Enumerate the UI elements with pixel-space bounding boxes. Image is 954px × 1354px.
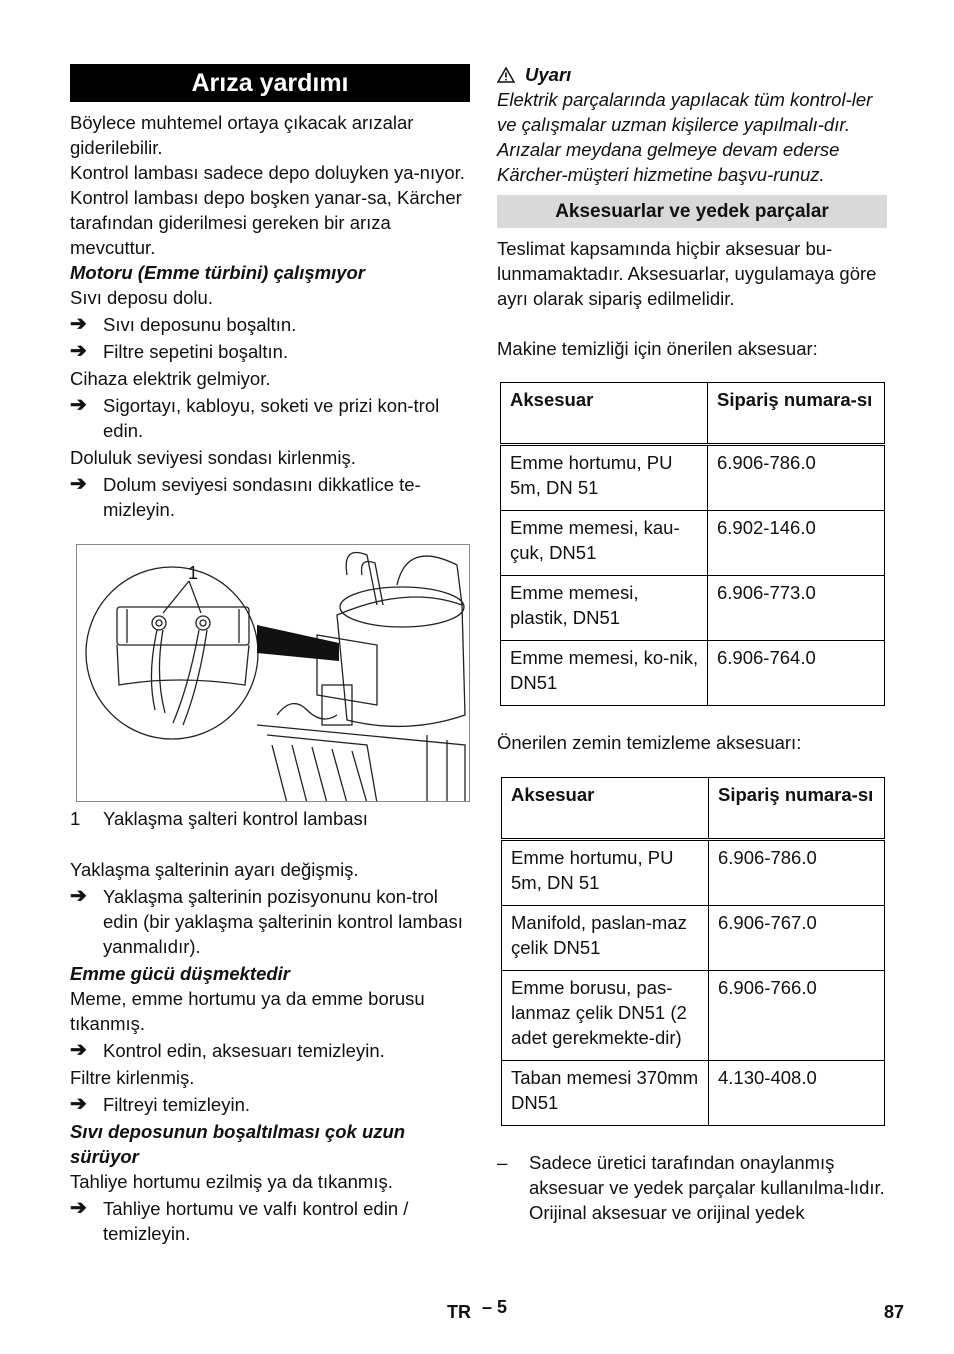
table-cell: 6.906-786.0 (709, 840, 885, 906)
table-cell: 4.130-408.0 (709, 1061, 885, 1126)
table-cell: 6.906-773.0 (708, 576, 885, 641)
step-check-fuse: ➔ Sigortayı, kabloyu, soketi ve prizi kon-trol edin. (70, 394, 440, 441)
step-check-hose: ➔ Tahliye hortumu ve valfı kontrol edin / temizleyin. (70, 1197, 409, 1244)
table-header-row (502, 778, 885, 840)
dash-bullet: – (497, 1152, 508, 1173)
step-clean-filter: ➔ Filtreyi temizleyin. (70, 1093, 250, 1115)
table-header-cell: Sipariş numara-sı (709, 778, 885, 840)
figure-caption: 1 Yaklaşma şalteri kontrol lambası (70, 808, 368, 829)
right-column (497, 62, 887, 1225)
floor-accessories-table (501, 777, 885, 1126)
cause-switch-adjusted: Yaklaşma şalterinin ayarı değişmiş. (70, 859, 359, 880)
step-check-switch: ➔ Yaklaşma şalterinin pozisyonunu kon-trol edin (bir yaklaşma şalterinin kontrol lambası yanmalıdır). (70, 885, 463, 957)
cause-clogged: Meme, emme hortumu ya da emme borusu tıkanmış. (70, 988, 425, 1034)
table-row (502, 906, 885, 971)
table-row (501, 511, 885, 576)
table-row (501, 641, 885, 706)
cause-probe-dirty: Doluluk seviyesi sondası kirlenmiş. (70, 447, 356, 468)
table-cell: Emme memesi, kau-çuk, DN51 (501, 511, 708, 576)
step-empty-filter-basket: ➔ Filtre sepetini boşaltın. (70, 340, 289, 362)
machine-cleaning-label: Makine temizliği için önerilen aksesuar: (497, 338, 818, 359)
device-illustration (76, 544, 470, 802)
left-column (70, 64, 470, 1248)
arrow-icon: ➔ (70, 313, 87, 335)
section-page-label: – 5 (482, 1297, 508, 1317)
arrow-icon: ➔ (70, 340, 87, 362)
table-cell: Manifold, paslan-maz çelik DN51 (502, 906, 709, 971)
cause-tank-full: Sıvı deposu dolu. (70, 287, 213, 308)
arrow-icon: ➔ (70, 473, 87, 495)
warning-heading: Uyarı (497, 62, 887, 87)
table-row (501, 445, 885, 511)
warning-triangle-icon (497, 67, 515, 83)
table-header-cell: Aksesuar (501, 383, 708, 445)
arrow-icon: ➔ (70, 1197, 87, 1219)
floor-cleaning-label: Önerilen zemin temizleme aksesuarı: (497, 732, 802, 753)
table-cell: 6.906-764.0 (708, 641, 885, 706)
heading-drain-slow: Sıvı deposunun boşaltılması çok uzun sürüyor (70, 1121, 406, 1167)
cause-filter-dirty: Filtre kirlenmiş. (70, 1067, 195, 1088)
table-row (501, 576, 885, 641)
arrow-icon: ➔ (70, 394, 87, 416)
step-clean-accessory: ➔ Kontrol edin, aksesuarı temizleyin. (70, 1039, 385, 1061)
page-number: 87 (884, 1302, 905, 1322)
table-cell: Emme borusu, pas-lanmaz çelik DN51 (2 adet gerekmekte-dir) (502, 971, 709, 1061)
page-footer (0, 1298, 954, 1322)
table-cell: 6.906-786.0 (708, 445, 885, 511)
table-row (502, 840, 885, 906)
cause-no-power: Cihaza elektrik gelmiyor. (70, 368, 271, 389)
proximity-switch-illustration (77, 545, 470, 802)
table-row (502, 971, 885, 1061)
heading-suction-drop: Emme gücü düşmektedir (70, 963, 291, 984)
table-cell: 6.906-767.0 (709, 906, 885, 971)
figure-callout-1: 1 (188, 563, 199, 583)
language-code: TR (447, 1302, 471, 1322)
machine-accessories-table (500, 382, 885, 706)
table-cell: 6.902-146.0 (708, 511, 885, 576)
table-cell: 6.906-766.0 (709, 971, 885, 1061)
table-header-cell: Aksesuar (502, 778, 709, 840)
table-header-row (501, 383, 885, 445)
table-cell: Taban memesi 370mm DN51 (502, 1061, 709, 1126)
step-empty-tank: ➔ Sıvı deposunu boşaltın. (70, 313, 297, 335)
table-cell: Emme hortumu, PU 5m, DN 51 (501, 445, 708, 511)
arrow-icon: ➔ (70, 885, 87, 907)
section-title-accessories: Aksesuarlar ve yedek parçalar (497, 195, 887, 228)
step-clean-probe: ➔ Dolum seviyesi sondasını dikkatlice te-mizleyin. (70, 473, 421, 520)
intro-text-2: Kontrol lambası sadece depo doluyken ya-nıyor. Kontrol lambası depo boşken yanar-sa, Kärcher tarafından giderilmesi gereken bir arıza mevcuttur. (70, 162, 465, 258)
section-title-troubleshooting: Arıza yardımı (70, 64, 470, 102)
heading-motor-not-running: Motoru (Emme türbini) çalışmıyor (70, 262, 366, 283)
cause-hose-crushed: Tahliye hortumu ezilmiş ya da tıkanmış. (70, 1171, 393, 1192)
table-row (502, 1061, 885, 1126)
note-original-parts: – Sadece üretici tarafından onaylanmış aksesuar ve yedek parçalar kullanılma-lıdır. Orijinal aksesuar ve orijinal yedek (497, 1152, 885, 1223)
table-header-cell: Sipariş numara-sı (708, 383, 885, 445)
intro-text-1: Böylece muhtemel ortaya çıkacak arızalar giderilebilir. (70, 112, 414, 158)
arrow-icon: ➔ (70, 1039, 87, 1061)
warning-text: Elektrik parçalarında yapılacak tüm kontrol-ler ve çalışmalar uzman kişilerce yapılmalı-dır. Arızalar meydana gelmeye devam ederse Kärcher-müşteri hizmetine başvu-runuz. (497, 89, 873, 185)
table-cell: Emme memesi, plastik, DN51 (501, 576, 708, 641)
arrow-icon: ➔ (70, 1093, 87, 1115)
accessories-intro: Teslimat kapsamında hiçbir aksesuar bu-lunmamaktadır. Aksesuarlar, uygulamaya göre ayrı olarak sipariş edilmelidir. (497, 238, 877, 309)
table-cell: Emme memesi, ko-nik, DN51 (501, 641, 708, 706)
table-cell: Emme hortumu, PU 5m, DN 51 (502, 840, 709, 906)
